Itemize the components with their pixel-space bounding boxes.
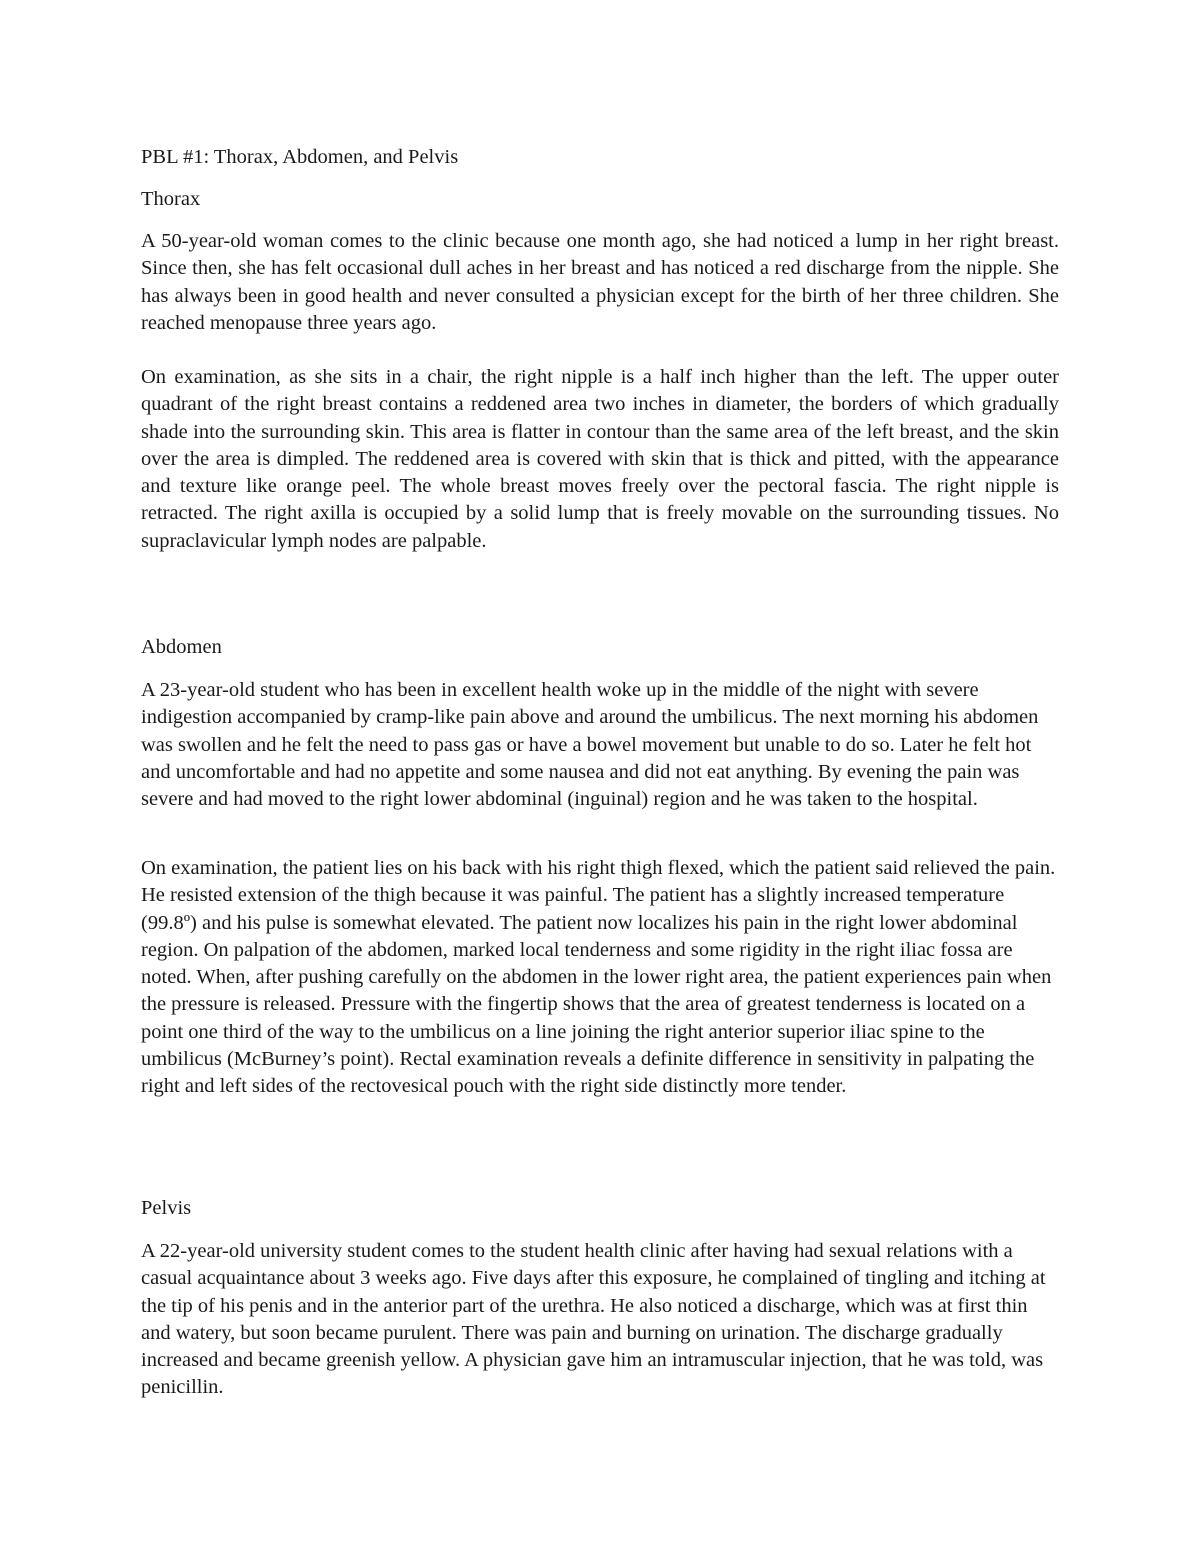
thorax-examination-paragraph: On examination, as she sits in a chair, the right nipple is a half inch higher than the left. The upper outer quadrant of the right breast contains a reddened area two inches in diameter, the borders of which gradually shade into the surrounding skin. This area is flatter in contour than the same area of the left breast, and the skin over the area is dimpled. The reddened area is covered with skin that is thick and pitted, with the appearance and texture like orange peel. The whole breast moves freely over the pectoral fascia. The right nipple is retracted. The right axilla is occupied by a solid lump that is freely movable on the surrounding tissues. No supraclavicular lymph nodes are palpable. xyxy=(141,366,1059,552)
abdomen-history-paragraph: A 23-year-old student who has been in excellent health woke up in the middle of the night with severe indigestion accompanied by cramp-like pain above and around the umbilicus. The next morning his abdomen was swollen and he felt the need to pass gas or have a bowel movement but unable to do so. Later he felt hot and uncomfortable and had no appetite and some nausea and did not eat anything. By evening the pain was severe and had moved to the right lower abdominal (inguinal) region and he was taken to the hospital. xyxy=(141,679,1039,811)
document-title: PBL #1: Thorax, Abdomen, and Pelvis xyxy=(141,146,459,168)
section-heading-abdomen: Abdomen xyxy=(141,636,222,658)
section-heading-thorax: Thorax xyxy=(141,188,201,210)
section-heading-pelvis: Pelvis xyxy=(141,1197,192,1219)
thorax-history-paragraph: A 50-year-old woman comes to the clinic because one month ago, she had noticed a lump in her right breast. Since then, she has felt occasional dull aches in her breast and has noticed a red discharge from the nipple. She has always been in good health and never consulted a physician except for the birth of her three children. She reached menopause three years ago. xyxy=(141,230,1059,334)
pelvis-history-paragraph: A 22-year-old university student comes to the student health clinic after having had sexual relations with a casual acquaintance about 3 weeks ago. Five days after this exposure, he complained of tingling and itching at the tip of his penis and in the anterior part of the urethra. He also noticed a discharge, which was at first thin and watery, but soon became purulent. There was pain and burning on urination. The discharge gradually increased and became greenish yellow. A physician gave him an intramuscular injection, that he was told, was penicillin. xyxy=(141,1240,1046,1399)
abdomen-examination-paragraph: On examination, the patient lies on his back with his right thigh flexed, which the patient said relieved the pain. He resisted extension of the thigh because it was painful. The patient has a slightly increased temperature (99.8º) and his pulse is somewhat elevated. The patient now localizes his pain in the right lower abdominal region. On palpation of the abdomen, marked local tenderness and some rigidity in the right iliac fossa are noted. When, after pushing carefully on the abdomen in the lower right area, the patient experiences pain when the pressure is released. Pressure with the fingertip shows that the area of greatest tenderness is located on a point one third of the way to the umbilicus on a line joining the right anterior superior iliac spine to the umbilicus (McBurney’s point). Rectal examination reveals a definite difference in sensitivity in palpating the right and left sides of the rectovesical pouch with the right side distinctly more tender. xyxy=(141,857,1056,1098)
